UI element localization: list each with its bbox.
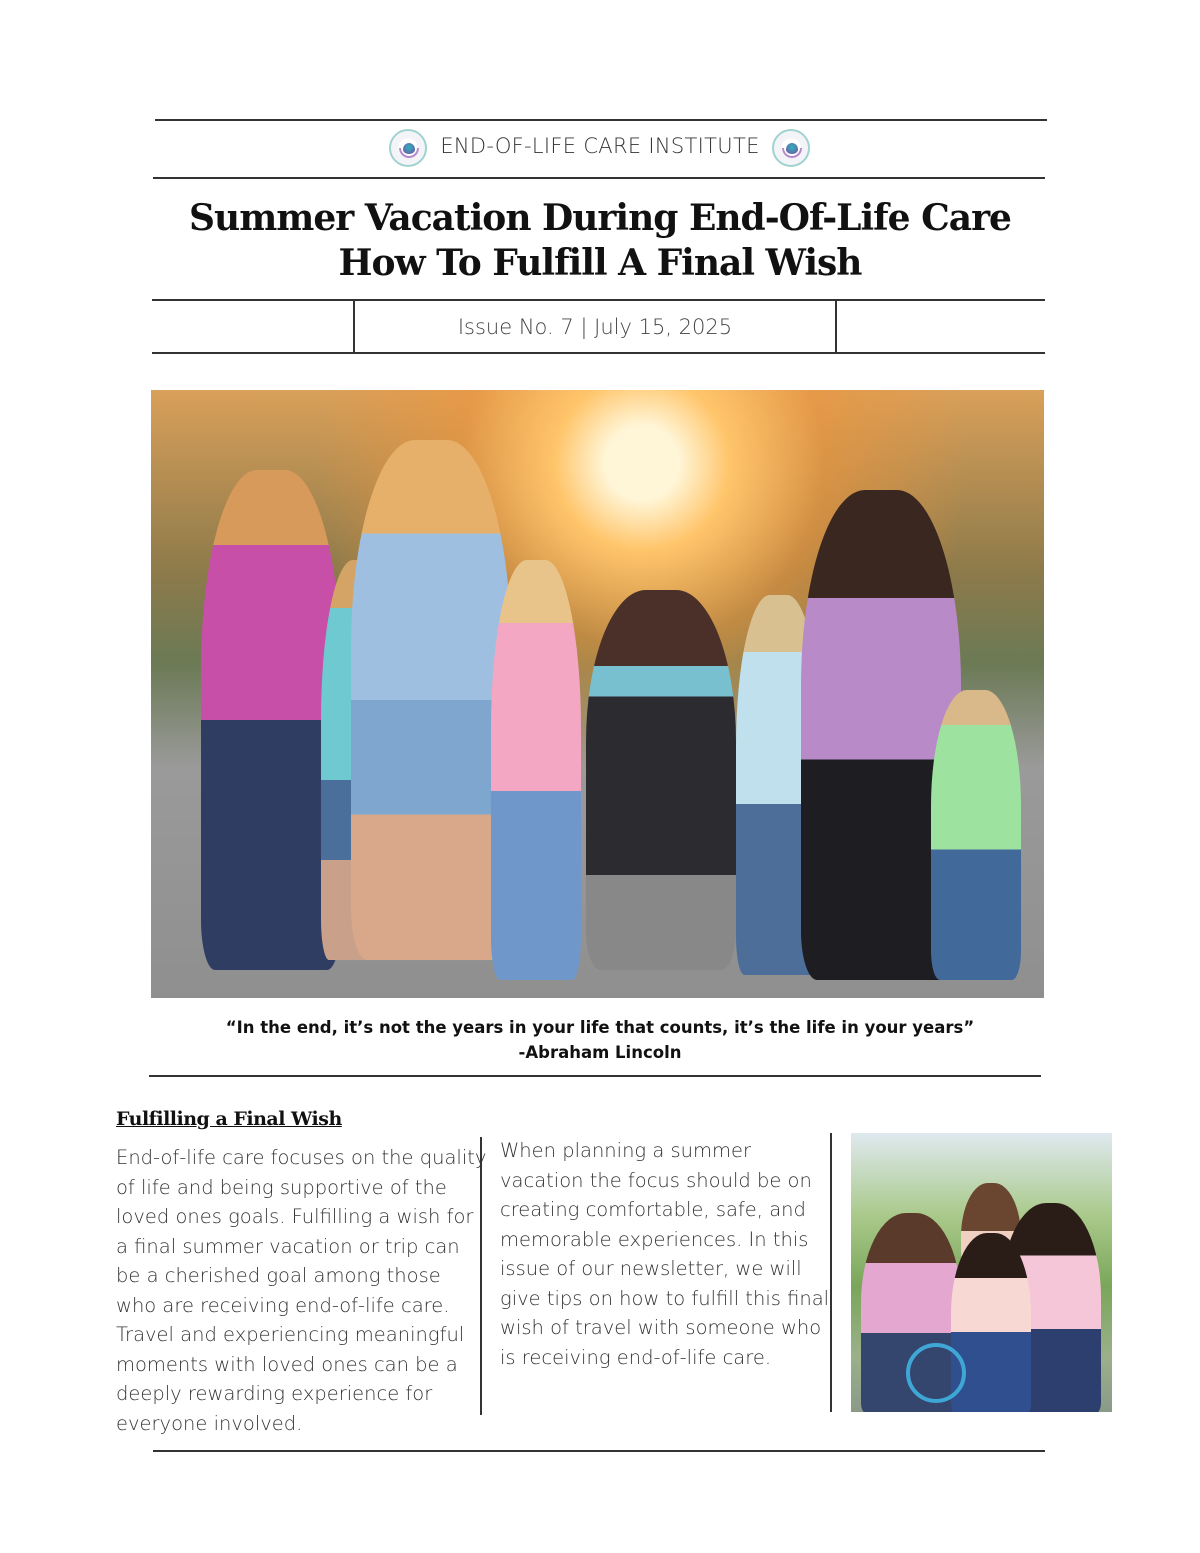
column-divider-1 [480, 1137, 482, 1415]
text-line: deeply rewarding experience for [116, 1382, 433, 1405]
text-line: issue of our newsletter, we will [500, 1257, 802, 1280]
hero-photo-family-with-wheelchair [151, 390, 1044, 998]
text-line: is receiving end-of-life care. [500, 1345, 772, 1369]
text-line: When planning a summer [500, 1139, 752, 1162]
issue-info: Issue No. 7 | July 15, 2025 [457, 315, 733, 339]
issue-top-rule [152, 299, 1045, 301]
article-column-1 [116, 1143, 486, 1438]
text-line: wish of travel with someone who [500, 1316, 822, 1339]
text-line: who are receiving end-of-life care. [116, 1293, 450, 1317]
section-heading: Fulfilling a Final Wish [116, 1108, 342, 1130]
page-title [0, 196, 1200, 286]
article-column-2 [500, 1136, 829, 1372]
issue-divider-right [835, 300, 837, 353]
quote-text: “In the end, it’s not the years in your life that counts, it’s the life in your years” [225, 1018, 975, 1037]
article-photo-family-group [851, 1133, 1112, 1412]
institute-name: END-OF-LIFE CARE INSTITUTE [440, 134, 760, 158]
institute-logo-right [772, 129, 810, 167]
text-line: creating comfortable, safe, and [500, 1198, 806, 1221]
text-line: loved ones goals. Fulfilling a wish for [116, 1205, 474, 1228]
text-line: End-of-life care focuses on the quality [116, 1146, 487, 1169]
top-rule [155, 119, 1047, 121]
quote-rule [149, 1075, 1041, 1077]
issue-bottom-rule [152, 352, 1045, 354]
hands-icon [782, 148, 802, 158]
quote-author: -Abraham Lincoln [518, 1043, 682, 1062]
text-line: Travel and experiencing meaningful [116, 1323, 465, 1346]
column-divider-2 [830, 1133, 832, 1412]
text-line: of life and being supportive of the [116, 1175, 447, 1199]
text-line: a final summer vacation or trip can [116, 1234, 460, 1258]
text-line: memorable experiences. In this [500, 1227, 809, 1251]
title-line-1: Summer Vacation During End-Of-Life Care [189, 197, 1011, 239]
title-line-2: How To Fulfill A Final Wish [338, 242, 862, 284]
text-line: give tips on how to fulfill this final [500, 1286, 830, 1310]
header-rule [153, 177, 1045, 179]
text-line: everyone involved. [116, 1411, 303, 1435]
text-line: be a cherished goal among those [116, 1264, 441, 1287]
text-line: vacation the focus should be on [500, 1168, 812, 1192]
quote-block [0, 1015, 1200, 1065]
text-line: moments with loved ones can be a [116, 1352, 458, 1376]
bottom-rule [153, 1450, 1045, 1452]
